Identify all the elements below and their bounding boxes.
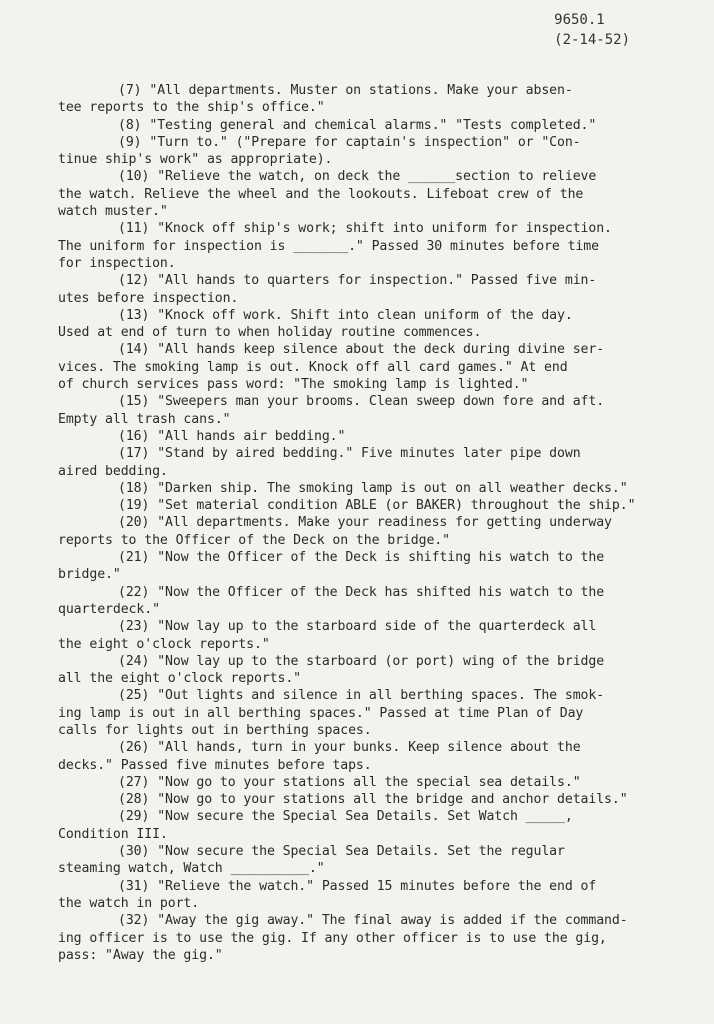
paragraph-item — [58, 82, 678, 117]
paragraph-line: the watch in port. — [58, 895, 200, 911]
paragraph-line: the watch. Relieve the wheel and the lookouts. Lifeboat crew of the — [58, 186, 584, 202]
paragraph-item — [58, 791, 678, 808]
paragraph-line: calls for lights out in berthing spaces. — [58, 722, 372, 738]
paragraph-item — [58, 514, 678, 549]
paragraph-item — [58, 445, 678, 480]
paragraph-item — [58, 428, 678, 445]
paragraph-line: of church services pass word: "The smoking lamp is lighted." — [58, 377, 529, 393]
paragraph-line: (14) "All hands keep silence about the deck during divine ser- — [118, 342, 605, 358]
paragraph-line: (15) "Sweepers man your brooms. Clean sweep down fore and aft. — [118, 394, 605, 410]
paragraph-line: watch muster." — [58, 204, 168, 220]
paragraph-item — [58, 687, 678, 739]
document-number: 9650.1 — [554, 12, 605, 28]
paragraph-line: (24) "Now lay up to the starboard (or port) wing of the bridge — [118, 653, 605, 669]
paragraph-item — [58, 739, 678, 774]
paragraph-line: (32) "Away the gig away." The final away is added if the command- — [118, 913, 628, 929]
paragraph-line: the eight o'clock reports." — [58, 636, 270, 652]
paragraph-item — [58, 774, 678, 791]
paragraph-line: steaming watch, Watch __________." — [58, 861, 325, 877]
paragraph-line: (13) "Knock off work. Shift into clean uniform of the day. — [118, 307, 573, 323]
paragraph-line: (22) "Now the Officer of the Deck has shifted his watch to the — [118, 584, 605, 600]
paragraph-line: pass: "Away the gig." — [58, 947, 223, 963]
paragraph-line: (30) "Now secure the Special Sea Details. Set the regular — [118, 844, 565, 860]
paragraph-item — [58, 653, 678, 688]
paragraph-line: (31) "Relieve the watch." Passed 15 minutes before the end of — [118, 878, 597, 894]
paragraph-item — [58, 808, 678, 843]
paragraph-line: reports to the Officer of the Deck on the bridge." — [58, 532, 450, 548]
paragraph-line: The uniform for inspection is _______." Passed 30 minutes before time — [58, 238, 599, 254]
paragraph-line: (11) "Knock off ship's work; shift into uniform for inspection. — [118, 221, 612, 237]
paragraph-line: (12) "All hands to quarters for inspection." Passed five min- — [118, 273, 597, 289]
paragraph-line: decks." Passed five minutes before taps. — [58, 757, 372, 773]
paragraph-item — [58, 497, 678, 514]
paragraph-line: (19) "Set material condition ABLE (or BAKER) throughout the ship." — [118, 498, 636, 514]
paragraph-line: (16) "All hands air bedding." — [118, 428, 346, 444]
paragraph-line: for inspection. — [58, 255, 176, 271]
paragraph-item — [58, 549, 678, 584]
paragraph-item — [58, 117, 678, 134]
paragraph-line: ing lamp is out in all berthing spaces." Passed at time Plan of Day — [58, 705, 584, 721]
paragraph-line: (20) "All departments. Make your readiness for getting underway — [118, 515, 612, 531]
paragraph-line: all the eight o'clock reports." — [58, 671, 302, 687]
paragraph-item — [58, 618, 678, 653]
paragraph-item — [58, 393, 678, 428]
document-body — [58, 82, 678, 964]
paragraph-line: (23) "Now lay up to the starboard side of the quarterdeck all — [118, 619, 597, 635]
paragraph-line: Condition III. — [58, 826, 168, 842]
paragraph-line: (29) "Now secure the Special Sea Details. Set Watch _____, — [118, 809, 573, 825]
paragraph-line: vices. The smoking lamp is out. Knock off all card games." At end — [58, 359, 568, 375]
paragraph-line: tee reports to the ship's office." — [58, 100, 325, 116]
paragraph-line: aired bedding. — [58, 463, 168, 479]
document-header — [554, 10, 630, 50]
paragraph-line: bridge." — [58, 567, 121, 583]
paragraph-item — [58, 878, 678, 913]
paragraph-item — [58, 168, 678, 220]
paragraph-line: Empty all trash cans." — [58, 411, 231, 427]
document-date: (2-14-52) — [554, 32, 630, 48]
paragraph-item — [58, 912, 678, 964]
paragraph-item — [58, 341, 678, 393]
paragraph-line: (10) "Relieve the watch, on deck the ______section to relieve — [118, 169, 597, 185]
paragraph-line: tinue ship's work" as appropriate). — [58, 152, 333, 168]
paragraph-item — [58, 134, 678, 169]
paragraph-item — [58, 220, 678, 272]
paragraph-line: (17) "Stand by aired bedding." Five minutes later pipe down — [118, 446, 581, 462]
paragraph-line: quarterdeck." — [58, 601, 160, 617]
paragraph-line: (9) "Turn to." ("Prepare for captain's inspection" or "Con- — [118, 134, 581, 150]
paragraph-item — [58, 307, 678, 342]
paragraph-line: (26) "All hands, turn in your bunks. Keep silence about the — [118, 740, 581, 756]
paragraph-line: (18) "Darken ship. The smoking lamp is out on all weather decks." — [118, 480, 628, 496]
paragraph-line: (27) "Now go to your stations all the special sea details." — [118, 774, 581, 790]
paragraph-line: (25) "Out lights and silence in all berthing spaces. The smok- — [118, 688, 605, 704]
paragraph-line: utes before inspection. — [58, 290, 239, 306]
paragraph-line: (21) "Now the Officer of the Deck is shifting his watch to the — [118, 550, 605, 566]
paragraph-item — [58, 480, 678, 497]
paragraph-line: (8) "Testing general and chemical alarms." "Tests completed." — [118, 117, 597, 133]
paragraph-item — [58, 272, 678, 307]
paragraph-line: Used at end of turn to when holiday routine commences. — [58, 325, 482, 341]
paragraph-line: (7) "All departments. Muster on stations. Make your absen- — [118, 83, 573, 98]
paragraph-line: (28) "Now go to your stations all the bridge and anchor details." — [118, 792, 628, 808]
paragraph-item — [58, 584, 678, 619]
paragraph-line: ing officer is to use the gig. If any other officer is to use the gig, — [58, 930, 607, 946]
paragraph-item — [58, 843, 678, 878]
